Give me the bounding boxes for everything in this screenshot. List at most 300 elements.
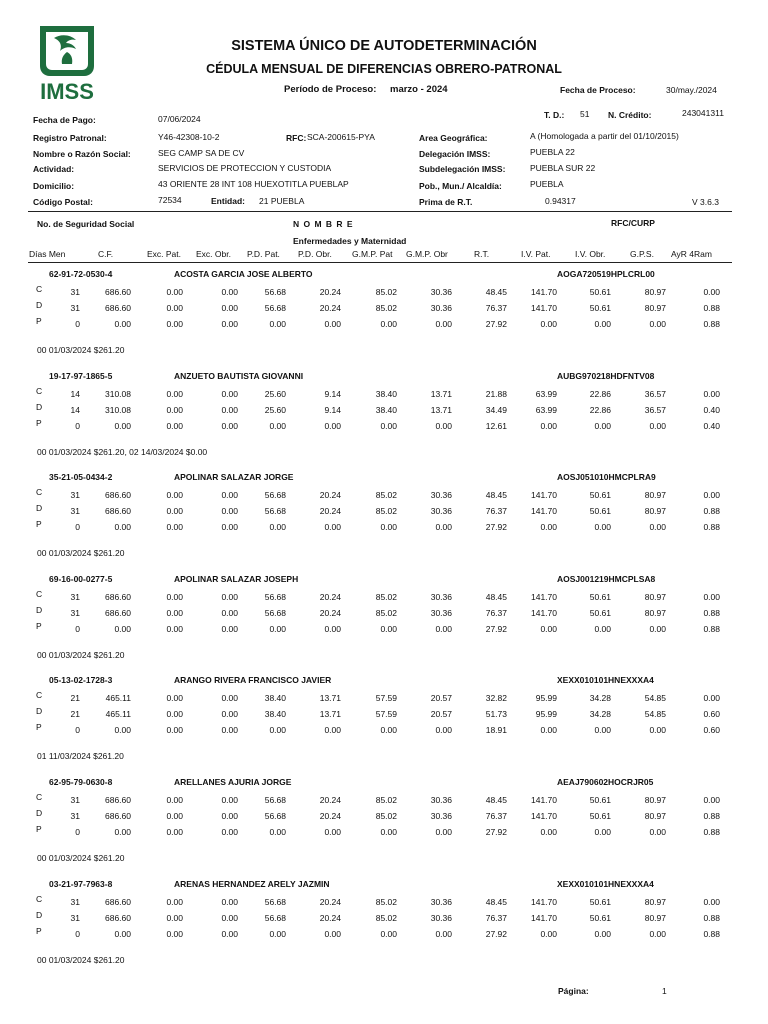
- table-cell: 0.00: [221, 827, 238, 837]
- table-cell: 0: [75, 827, 80, 837]
- table-cell: 80.97: [644, 897, 666, 907]
- table-row: [0, 505, 768, 519]
- column-label: Días Men: [29, 249, 66, 259]
- table-cell: 50.61: [589, 506, 611, 516]
- column-label: I.V. Pat.: [521, 249, 551, 259]
- employee-name: ARANGO RIVERA FRANCISCO JAVIER: [174, 675, 332, 685]
- table-cell: 0.00: [114, 929, 131, 939]
- table-cell: 686.60: [105, 811, 131, 821]
- table-cell: 76.37: [485, 913, 507, 923]
- table-cell: 38.40: [264, 709, 286, 719]
- table-cell: 20.24: [319, 303, 341, 313]
- table-cell: 56.68: [264, 592, 286, 602]
- table-cell: 34.28: [589, 693, 611, 703]
- report-title: SISTEMA ÚNICO DE AUTODETERMINACIÓN: [231, 38, 537, 54]
- entidad-label: Entidad:: [211, 196, 245, 206]
- table-cell: 686.60: [105, 608, 131, 618]
- credito-value: 243041311: [682, 108, 724, 118]
- table-cell: 0.00: [594, 319, 611, 329]
- row-type: D: [36, 706, 43, 716]
- row-type: D: [36, 910, 43, 920]
- credito-label: N. Crédito:: [608, 110, 652, 120]
- table-cell: 85.02: [375, 795, 397, 805]
- table-cell: 56.68: [264, 287, 286, 297]
- table-cell: 0.00: [221, 913, 238, 923]
- table-cell: 20.57: [430, 709, 452, 719]
- table-cell: 0.00: [166, 725, 183, 735]
- table-cell: 13.71: [319, 709, 341, 719]
- table-cell: 50.61: [589, 608, 611, 618]
- table-cell: 63.99: [535, 389, 557, 399]
- table-cell: 22.86: [589, 405, 611, 415]
- table-cell: 141.70: [531, 506, 557, 516]
- table-cell: 0.00: [380, 827, 397, 837]
- table-cell: 56.68: [264, 795, 286, 805]
- table-cell: 0.00: [166, 490, 183, 500]
- table-cell: 0.00: [166, 827, 183, 837]
- row-type: C: [36, 894, 43, 904]
- column-label: R.T.: [474, 249, 490, 259]
- table-cell: 56.68: [264, 608, 286, 618]
- table-cell: 21: [70, 709, 80, 719]
- table-cell: 0.00: [221, 795, 238, 805]
- table-cell: 14: [70, 389, 80, 399]
- table-row: [0, 318, 768, 332]
- table-cell: 0.00: [166, 624, 183, 634]
- table-cell: 0.00: [703, 490, 720, 500]
- table-cell: 27.92: [485, 522, 507, 532]
- table-row: [0, 708, 768, 722]
- table-cell: 0.00: [166, 608, 183, 618]
- table-cell: 0.00: [221, 522, 238, 532]
- table-cell: 0.00: [649, 522, 666, 532]
- fecha-proceso-label: Fecha de Proceso:: [560, 85, 636, 95]
- table-cell: 50.61: [589, 490, 611, 500]
- entidad-value: 21 PUEBLA: [259, 196, 305, 206]
- pagina-label: Página:: [558, 986, 589, 996]
- table-cell: 50.61: [589, 811, 611, 821]
- table-cell: 0.00: [114, 522, 131, 532]
- table-cell: 0.00: [703, 389, 720, 399]
- table-cell: 0.00: [221, 287, 238, 297]
- table-cell: 32.82: [485, 693, 507, 703]
- employee-name: APOLINAR SALAZAR JORGE: [174, 472, 294, 482]
- table-cell: 48.45: [485, 795, 507, 805]
- column-label: P.D. Obr.: [298, 249, 332, 259]
- table-cell: 20.24: [319, 506, 341, 516]
- table-cell: 0.00: [594, 624, 611, 634]
- table-cell: 80.97: [644, 811, 666, 821]
- table-cell: 50.61: [589, 303, 611, 313]
- employee-block: [0, 776, 768, 877]
- table-cell: 18.91: [485, 725, 507, 735]
- employee-block: [0, 370, 768, 471]
- registro-label: Registro Patronal:: [33, 133, 107, 143]
- table-row: [0, 286, 768, 300]
- area-value: A (Homologada a partir del 01/10/2015): [530, 131, 679, 141]
- table-cell: 9.14: [324, 389, 341, 399]
- table-cell: 0: [75, 522, 80, 532]
- table-cell: 0.00: [221, 319, 238, 329]
- table-cell: 0.00: [221, 506, 238, 516]
- table-cell: 0.60: [703, 725, 720, 735]
- table-cell: 50.61: [589, 897, 611, 907]
- table-cell: 0.00: [435, 725, 452, 735]
- table-cell: 30.36: [430, 913, 452, 923]
- fecha-pago-value: 07/06/2024: [158, 114, 201, 124]
- table-cell: 85.02: [375, 592, 397, 602]
- table-cell: 34.49: [485, 405, 507, 415]
- table-cell: 30.36: [430, 811, 452, 821]
- row-type: P: [36, 621, 42, 631]
- table-cell: 0.00: [324, 624, 341, 634]
- table-cell: 25.60: [264, 389, 286, 399]
- table-cell: 686.60: [105, 490, 131, 500]
- table-cell: 31: [70, 913, 80, 923]
- table-row: [0, 521, 768, 535]
- table-cell: 56.68: [264, 811, 286, 821]
- table-cell: 0.00: [221, 608, 238, 618]
- table-cell: 13.71: [430, 405, 452, 415]
- table-cell: 0.00: [114, 827, 131, 837]
- row-type: D: [36, 503, 43, 513]
- row-type: D: [36, 300, 43, 310]
- row-type: D: [36, 605, 43, 615]
- table-cell: 56.68: [264, 897, 286, 907]
- table-cell: 0.00: [166, 913, 183, 923]
- employee-nss: 05-13-02-1728-3: [49, 675, 113, 685]
- table-cell: 0.00: [435, 319, 452, 329]
- table-cell: 30.36: [430, 592, 452, 602]
- column-label: P.D. Pat.: [247, 249, 280, 259]
- table-cell: 36.57: [644, 405, 666, 415]
- table-cell: 76.37: [485, 506, 507, 516]
- table-cell: 0.00: [594, 725, 611, 735]
- table-cell: 27.92: [485, 929, 507, 939]
- nombre-label: Nombre o Razón Social:: [33, 149, 131, 159]
- table-cell: 141.70: [531, 303, 557, 313]
- table-row: [0, 928, 768, 942]
- table-cell: 48.45: [485, 490, 507, 500]
- table-cell: 63.99: [535, 405, 557, 415]
- table-cell: 141.70: [531, 592, 557, 602]
- td-label: T. D.:: [544, 110, 565, 120]
- table-cell: 14: [70, 405, 80, 415]
- table-row: [0, 420, 768, 434]
- employee-block: [0, 878, 768, 979]
- table-cell: 686.60: [105, 795, 131, 805]
- table-cell: 0.88: [703, 913, 720, 923]
- table-cell: 85.02: [375, 608, 397, 618]
- table-cell: 141.70: [531, 490, 557, 500]
- table-cell: 21: [70, 693, 80, 703]
- table-cell: 56.68: [264, 506, 286, 516]
- table-cell: 0.00: [594, 929, 611, 939]
- table-cell: 0.00: [703, 693, 720, 703]
- column-label: I.V. Obr.: [575, 249, 606, 259]
- fecha-pago-label: Fecha de Pago:: [33, 115, 96, 125]
- cp-value: 72534: [158, 195, 182, 205]
- table-cell: 27.92: [485, 624, 507, 634]
- table-cell: 0.00: [269, 421, 286, 431]
- employee-curp: AEAJ790602HOCRJR05: [557, 777, 654, 787]
- subdelegacion-label: Subdelegación IMSS:: [419, 164, 506, 174]
- table-cell: 0.00: [435, 624, 452, 634]
- table-cell: 686.60: [105, 897, 131, 907]
- table-cell: 50.61: [589, 287, 611, 297]
- table-cell: 0: [75, 725, 80, 735]
- table-row: [0, 896, 768, 910]
- table-cell: 85.02: [375, 811, 397, 821]
- employee-note: 00 01/03/2024 $261.20: [37, 548, 125, 558]
- subdelegacion-value: PUEBLA SUR 22: [530, 163, 596, 173]
- table-cell: 0.00: [166, 303, 183, 313]
- row-type: P: [36, 824, 42, 834]
- pob-value: PUEBLA: [530, 179, 564, 189]
- table-cell: 85.02: [375, 913, 397, 923]
- table-cell: 0.00: [649, 624, 666, 634]
- table-cell: 22.86: [589, 389, 611, 399]
- column-label: AyR 4Ram: [671, 249, 712, 259]
- table-cell: 0.00: [221, 303, 238, 313]
- column-label: G.M.P. Obr: [406, 249, 448, 259]
- table-cell: 0.00: [380, 929, 397, 939]
- row-type: C: [36, 284, 43, 294]
- table-cell: 0.88: [703, 506, 720, 516]
- table-cell: 31: [70, 795, 80, 805]
- table-cell: 0.00: [435, 827, 452, 837]
- table-cell: 0.00: [594, 421, 611, 431]
- employee-name: ARELLANES AJURIA JORGE: [174, 777, 292, 787]
- td-value: 51: [580, 109, 590, 119]
- table-cell: 0.00: [380, 522, 397, 532]
- table-cell: 0.88: [703, 827, 720, 837]
- col-nombre: N O M B R E: [293, 219, 354, 229]
- employee-note: 00 01/03/2024 $261.20, 02 14/03/2024 $0.00: [37, 447, 208, 457]
- employee-note: 00 01/03/2024 $261.20: [37, 345, 125, 355]
- table-cell: 141.70: [531, 608, 557, 618]
- table-cell: 0.00: [703, 287, 720, 297]
- employee-name: ACOSTA GARCIA JOSE ALBERTO: [174, 269, 313, 279]
- table-cell: 0.00: [649, 421, 666, 431]
- table-cell: 31: [70, 897, 80, 907]
- table-cell: 80.97: [644, 795, 666, 805]
- table-cell: 34.28: [589, 709, 611, 719]
- prima-label: Prima de R.T.: [419, 197, 473, 207]
- pob-label: Pob., Mun./ Alcaldía:: [419, 181, 502, 191]
- actividad-value: SERVICIOS DE PROTECCION Y CUSTODIA: [158, 163, 332, 173]
- row-type: P: [36, 519, 42, 529]
- table-cell: 0.88: [703, 608, 720, 618]
- row-type: C: [36, 386, 43, 396]
- table-row: [0, 912, 768, 926]
- table-cell: 0.00: [380, 319, 397, 329]
- table-cell: 0.00: [269, 827, 286, 837]
- table-cell: 12.61: [485, 421, 507, 431]
- table-cell: 0.00: [166, 421, 183, 431]
- table-cell: 0.88: [703, 811, 720, 821]
- employee-nss: 03-21-97-7963-8: [49, 879, 113, 889]
- col-rfc-curp: RFC/CURP: [611, 218, 655, 228]
- column-label: Exc. Pat.: [147, 249, 182, 259]
- table-cell: 30.36: [430, 287, 452, 297]
- table-cell: 30.36: [430, 795, 452, 805]
- col-nss: No. de Seguridad Social: [37, 219, 135, 229]
- table-cell: 0.00: [380, 624, 397, 634]
- table-cell: 686.60: [105, 287, 131, 297]
- table-cell: 80.97: [644, 592, 666, 602]
- employee-nss: 62-91-72-0530-4: [49, 269, 113, 279]
- table-cell: 30.36: [430, 506, 452, 516]
- table-cell: 141.70: [531, 913, 557, 923]
- table-cell: 31: [70, 811, 80, 821]
- table-cell: 0.00: [324, 827, 341, 837]
- table-cell: 0.00: [324, 319, 341, 329]
- logo-text: IMSS: [40, 79, 94, 104]
- table-cell: 30.36: [430, 608, 452, 618]
- table-cell: 48.45: [485, 592, 507, 602]
- rfc-value: SCA-200615-PYA: [307, 132, 375, 142]
- table-cell: 0.00: [221, 389, 238, 399]
- table-cell: 76.37: [485, 811, 507, 821]
- table-cell: 0.00: [166, 592, 183, 602]
- table-cell: 76.37: [485, 608, 507, 618]
- table-row: [0, 388, 768, 402]
- table-cell: 95.99: [535, 693, 557, 703]
- table-cell: 0.00: [540, 421, 557, 431]
- table-cell: 0.00: [166, 405, 183, 415]
- table-cell: 0.00: [269, 319, 286, 329]
- delegacion-label: Delegación IMSS:: [419, 149, 491, 159]
- table-cell: 0.88: [703, 929, 720, 939]
- table-cell: 56.68: [264, 490, 286, 500]
- table-cell: 31: [70, 592, 80, 602]
- domicilio-value: 43 ORIENTE 28 INT 108 HUEXOTITLA PUEBLAP: [158, 179, 349, 189]
- table-cell: 465.11: [105, 693, 131, 703]
- table-cell: 20.24: [319, 287, 341, 297]
- actividad-label: Actividad:: [33, 164, 75, 174]
- column-label: Exc. Obr.: [196, 249, 231, 259]
- table-cell: 0.40: [703, 405, 720, 415]
- table-row: [0, 302, 768, 316]
- table-cell: 85.02: [375, 490, 397, 500]
- table-cell: 310.08: [105, 405, 131, 415]
- table-cell: 0.00: [594, 522, 611, 532]
- row-type: D: [36, 402, 43, 412]
- table-cell: 13.71: [319, 693, 341, 703]
- row-type: P: [36, 316, 42, 326]
- table-cell: 48.45: [485, 897, 507, 907]
- table-cell: 686.60: [105, 506, 131, 516]
- employee-nss: 62-95-79-0630-8: [49, 777, 113, 787]
- table-cell: 20.24: [319, 490, 341, 500]
- table-row: [0, 607, 768, 621]
- table-cell: 0.00: [114, 319, 131, 329]
- table-cell: 0.00: [649, 725, 666, 735]
- table-cell: 0.00: [221, 725, 238, 735]
- table-row: [0, 810, 768, 824]
- table-cell: 0.00: [166, 506, 183, 516]
- employee-nss: 35-21-05-0434-2: [49, 472, 113, 482]
- table-cell: 0.00: [435, 929, 452, 939]
- employee-curp: AOGA720519HPLCRL00: [557, 269, 655, 279]
- periodo-label: Período de Proceso:: [284, 84, 377, 95]
- table-cell: 0.00: [221, 897, 238, 907]
- table-cell: 80.97: [644, 303, 666, 313]
- pagina-value: 1: [662, 986, 667, 996]
- table-cell: 0.00: [221, 592, 238, 602]
- fecha-proceso-value: 30/may./2024: [666, 85, 717, 95]
- version-label: V 3.6.3: [692, 197, 719, 207]
- table-cell: 20.24: [319, 913, 341, 923]
- employee-note: 00 01/03/2024 $261.20: [37, 955, 125, 965]
- table-row: [0, 794, 768, 808]
- column-label: G.P.S.: [630, 249, 654, 259]
- table-cell: 0.00: [221, 490, 238, 500]
- table-cell: 30.36: [430, 490, 452, 500]
- table-cell: 20.24: [319, 608, 341, 618]
- table-cell: 85.02: [375, 506, 397, 516]
- table-cell: 0.00: [221, 624, 238, 634]
- employee-nss: 69-16-00-0277-5: [49, 574, 113, 584]
- row-type: C: [36, 589, 43, 599]
- table-cell: 30.36: [430, 897, 452, 907]
- table-cell: 0.00: [166, 389, 183, 399]
- table-cell: 85.02: [375, 897, 397, 907]
- table-cell: 80.97: [644, 287, 666, 297]
- domicilio-label: Domicilio:: [33, 181, 75, 191]
- table-cell: 0.00: [221, 929, 238, 939]
- row-type: C: [36, 792, 43, 802]
- table-cell: 0.00: [269, 725, 286, 735]
- table-cell: 0.00: [324, 929, 341, 939]
- table-row: [0, 404, 768, 418]
- employee-curp: AOSJ001219HMCPLSA8: [557, 574, 656, 584]
- table-row: [0, 489, 768, 503]
- table-cell: 31: [70, 608, 80, 618]
- table-cell: 48.45: [485, 287, 507, 297]
- table-cell: 0.00: [221, 709, 238, 719]
- table-cell: 80.97: [644, 490, 666, 500]
- table-cell: 0: [75, 624, 80, 634]
- table-cell: 0.00: [649, 827, 666, 837]
- table-cell: 0.00: [380, 421, 397, 431]
- row-type: P: [36, 926, 42, 936]
- table-cell: 20.24: [319, 811, 341, 821]
- table-cell: 0.88: [703, 624, 720, 634]
- table-cell: 0.88: [703, 522, 720, 532]
- table-cell: 0.00: [703, 795, 720, 805]
- employee-note: 00 01/03/2024 $261.20: [37, 650, 125, 660]
- cp-label: Código Postal:: [33, 197, 93, 207]
- table-cell: 0.00: [221, 421, 238, 431]
- table-cell: 0.00: [649, 929, 666, 939]
- table-cell: 0.00: [703, 897, 720, 907]
- table-cell: 0.00: [540, 624, 557, 634]
- table-cell: 56.68: [264, 303, 286, 313]
- employee-block: [0, 674, 768, 775]
- table-cell: 0.00: [540, 929, 557, 939]
- area-label: Area Geográfica:: [419, 133, 488, 143]
- table-row: [0, 623, 768, 637]
- table-cell: 54.85: [644, 693, 666, 703]
- table-cell: 0: [75, 929, 80, 939]
- table-cell: 465.11: [105, 709, 131, 719]
- table-cell: 38.40: [264, 693, 286, 703]
- table-cell: 38.40: [375, 405, 397, 415]
- table-cell: 13.71: [430, 389, 452, 399]
- table-cell: 0.00: [703, 592, 720, 602]
